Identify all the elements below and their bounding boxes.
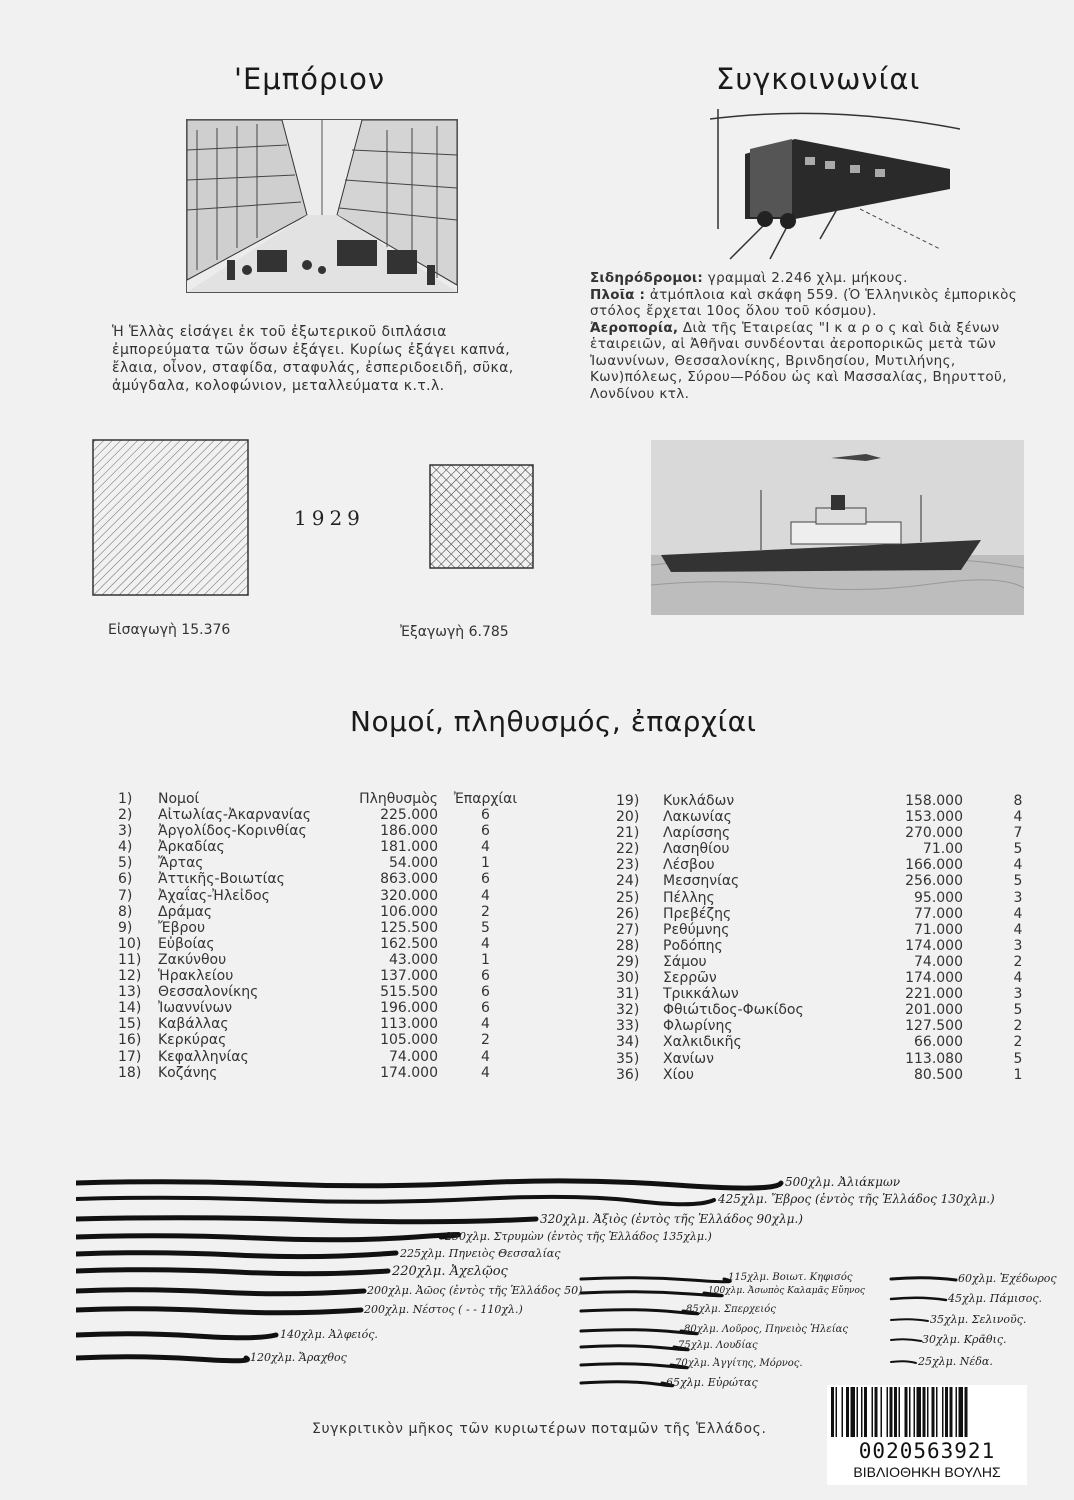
- river-label-7: 200χλμ. Ἀῶος (ἐντὸς τῆς Ἑλλάδος 50): [367, 1284, 583, 1297]
- air-line: [590, 320, 1040, 403]
- prefecture-name: Λακωνίας: [663, 809, 732, 826]
- river-line-16: [581, 1364, 687, 1368]
- river-label-13: 85χλμ. Σπερχειός: [686, 1304, 776, 1315]
- barcode-bar: [914, 1387, 916, 1437]
- table-row: [118, 936, 533, 952]
- prefecture-num: 29): [616, 953, 640, 970]
- river-line-13: [581, 1310, 698, 1314]
- header-provinces: Ἐπαρχίαι: [453, 791, 518, 807]
- table-row: [616, 1034, 1073, 1050]
- table-row: [118, 904, 533, 920]
- river-label-19: 45χλμ. Πάμισος.: [948, 1292, 1043, 1305]
- prefecture-name: Ἰωαννίνων: [158, 1000, 233, 1017]
- prefecture-population: 71.000: [914, 921, 963, 938]
- export-label: Ἐξαγωγὴ 6.785: [400, 624, 509, 640]
- export-square: [430, 465, 533, 568]
- barcode-bar: [932, 1387, 935, 1437]
- table-row: [616, 986, 1073, 1002]
- river-line-5: [76, 1253, 396, 1257]
- river-line-19: [891, 1298, 946, 1300]
- prefecture-population: 174.000: [380, 1064, 438, 1081]
- prefecture-name: Ἔβρου: [158, 919, 206, 936]
- prefecture-num: 22): [616, 841, 640, 858]
- prefecture-provinces: 4: [481, 887, 490, 904]
- barcode-bar: [945, 1387, 948, 1437]
- prefecture-name: Ἀχαΐας-Ἠλεἰδος: [158, 887, 270, 904]
- barcode-bar: [831, 1387, 834, 1437]
- prefecture-num: 34): [616, 1034, 640, 1051]
- import-square: [93, 440, 248, 595]
- barcode-bar: [836, 1387, 838, 1437]
- prefecture-population: 127.500: [905, 1018, 963, 1035]
- prefecture-provinces: 4: [1013, 905, 1023, 922]
- table-row: [118, 1049, 533, 1065]
- river-line-3: [76, 1218, 536, 1222]
- prefecture-population: 320.000: [380, 887, 438, 904]
- prefecture-num: 11): [118, 951, 142, 968]
- barcode-bar: [881, 1387, 883, 1437]
- barcode-bar: [887, 1387, 889, 1437]
- prefecture-population: 225.000: [380, 807, 438, 824]
- prefecture-population: 186.000: [380, 823, 438, 840]
- prefecture-num: 20): [616, 809, 640, 826]
- barcode-bar: [959, 1387, 964, 1437]
- river-line-14: [581, 1330, 697, 1334]
- barcode-bar: [923, 1387, 926, 1437]
- barcode-bar: [864, 1387, 867, 1437]
- prefecture-provinces: 2: [481, 903, 490, 920]
- table-row: [118, 855, 533, 871]
- prefecture-name: Λασηθίου: [663, 841, 730, 858]
- prefecture-population: 181.000: [380, 839, 438, 856]
- prefecture-name: Ἡρακλείου: [158, 968, 234, 985]
- prefecture-population: 125.500: [380, 919, 438, 936]
- prefecture-num: 5): [118, 855, 133, 872]
- trade-year: 1929: [294, 506, 365, 530]
- ships-label: Πλοῖα :: [590, 286, 646, 303]
- prefecture-provinces: 2: [1013, 1034, 1023, 1051]
- commerce-text: Ἡ Ἑλλὰς εἰσάγει ἐκ τοῦ ἐξωτερικοῦ διπλάσια ἐμπορεύματα τῶν ὅσων ἐξάγει. Κυρίως ἐξάγει καπνά, ἔλαια, οἶνον, σταφίδα, σταφυλάς, ἐσπεριδοειδῆ, σῦκα, ἀμύγδαλα, κολοφώνιον, μεταλλεύματα κ.τ.λ.: [112, 324, 514, 394]
- prefecture-num: 33): [616, 1018, 640, 1035]
- prefecture-population: 137.000: [380, 968, 438, 985]
- prefecture-provinces: 6: [481, 871, 490, 888]
- prefecture-name: Φλωρίνης: [663, 1018, 733, 1035]
- barcode-bar: [894, 1387, 897, 1437]
- table-row: [118, 839, 533, 855]
- prefecture-name: Ρεθύμνης: [663, 921, 730, 938]
- table-row: [616, 938, 1073, 954]
- river-label-15: 75χλμ. Λουδίας: [678, 1340, 758, 1351]
- prefecture-provinces: 4: [481, 839, 490, 856]
- prefecture-num: 32): [616, 1002, 640, 1019]
- prefecture-provinces: 4: [481, 1064, 490, 1081]
- table-row: [616, 922, 1073, 938]
- barcode-bar: [890, 1387, 893, 1437]
- river-line-11: [581, 1278, 730, 1282]
- barcode-bar: [851, 1387, 856, 1437]
- prefecture-name: Αἰτωλίας-Ἀκαρνανίας: [158, 807, 311, 824]
- river-line-6: [76, 1270, 388, 1274]
- prefecture-provinces: 6: [481, 823, 490, 840]
- prefecture-provinces: 1: [481, 855, 490, 872]
- table-row: [118, 984, 533, 1000]
- prefecture-population: 158.000: [905, 793, 963, 809]
- library-name: ΒΙΒΛΙΟΘΗΚΗ ΒΟΥΛΗΣ: [853, 1464, 1001, 1480]
- prefecture-num: 35): [616, 1050, 640, 1067]
- prefecture-provinces: 5: [1013, 1002, 1023, 1019]
- prefecture-provinces: 1: [481, 951, 490, 968]
- header-population: Πληθυσμὸς: [359, 791, 438, 807]
- river-label-3: 320χλμ. Ἀξιὸς (ἐντὸς τῆς Ἑλλάδος 90χλμ.): [540, 1212, 803, 1226]
- table-row: [118, 1016, 533, 1032]
- river-line-15: [581, 1346, 688, 1350]
- prefecture-name: Ἀττικῆς-Βοιωτίας: [158, 871, 285, 888]
- prefecture-provinces: 5: [1013, 873, 1023, 890]
- prefecture-num: 21): [616, 825, 640, 842]
- commerce-title: 'Εμπόριον: [234, 62, 386, 96]
- prefecture-num: 12): [118, 968, 142, 985]
- train-illustration: [710, 109, 960, 269]
- table-row: [118, 1000, 533, 1016]
- prefecture-population: 95.000: [914, 889, 963, 906]
- table-row: [118, 920, 533, 936]
- prefecture-name: Κοζάνης: [158, 1064, 218, 1081]
- prefecture-provinces: 1: [1013, 1066, 1023, 1083]
- prefecture-population: 256.000: [905, 873, 963, 890]
- river-line-12: [581, 1292, 722, 1296]
- prefecture-name: Σάμου: [663, 953, 707, 970]
- prefecture-name: Δράμας: [158, 903, 213, 920]
- rail-label: Σιδηρόδρομοι:: [590, 270, 703, 286]
- table-row: [118, 888, 533, 904]
- prefecture-num: 2): [118, 807, 133, 824]
- river-label-20: 35χλμ. Σελινοῦς.: [930, 1313, 1027, 1326]
- ship-illustration: [651, 440, 1024, 615]
- prefectures-table-right: [616, 793, 1073, 1083]
- table-row: [118, 871, 533, 887]
- table-row: [118, 1065, 533, 1081]
- prefecture-provinces: 5: [1013, 841, 1023, 858]
- prefecture-provinces: 6: [481, 1000, 490, 1017]
- prefecture-name: Μεσσηνίας: [663, 873, 740, 890]
- barcode-bar: [927, 1387, 929, 1437]
- prefecture-num: 14): [118, 1000, 142, 1017]
- prefecture-num: 6): [118, 871, 133, 888]
- prefecture-provinces: 4: [1013, 809, 1023, 826]
- prefecture-name: Καβάλλας: [158, 1016, 229, 1033]
- ships-text: ἀτμόπλοια καὶ σκάφη 559. (Ὁ Ἑλληνικὸς ἐμπορικὸς στόλος ἔρχεται 10ος ὅλου τοῦ κόσμου).: [590, 286, 1018, 319]
- table-row: [616, 1067, 1073, 1083]
- street-illustration: [186, 119, 458, 293]
- prefecture-name: Λαρίσσης: [663, 825, 731, 842]
- table-row: [616, 1018, 1073, 1034]
- table-row: [616, 809, 1073, 825]
- river-line-21: [891, 1339, 921, 1341]
- prefecture-num: 27): [616, 921, 640, 938]
- prefecture-num: 31): [616, 986, 640, 1003]
- prefecture-provinces: 4: [1013, 857, 1023, 874]
- rail-line: [590, 270, 1040, 287]
- barcode-bar: [846, 1387, 849, 1437]
- prefecture-population: 74.000: [389, 1048, 438, 1065]
- prefecture-num: 23): [616, 857, 640, 874]
- barcode-bar: [842, 1387, 844, 1437]
- barcode-bar: [917, 1387, 922, 1437]
- river-line-2: [76, 1197, 714, 1204]
- header-num: 1): [118, 791, 133, 807]
- table-row: [616, 841, 1073, 857]
- river-label-10: 120χλμ. Ἄραχθος: [250, 1351, 347, 1364]
- river-line-18: [891, 1278, 956, 1280]
- communications-text: [590, 270, 1040, 402]
- prefecture-num: 36): [616, 1066, 640, 1083]
- barcode-bar: [936, 1387, 938, 1437]
- prefecture-provinces: 5: [481, 919, 490, 936]
- river-label-16: 70χλμ. Ἀγγίτης, Μόρνος.: [675, 1358, 803, 1369]
- prefecture-population: 221.000: [905, 986, 963, 1003]
- prefecture-num: 8): [118, 903, 133, 920]
- ships-line: [590, 287, 1040, 320]
- prefecture-provinces: 4: [481, 1016, 490, 1033]
- prefecture-provinces: 4: [481, 935, 490, 952]
- prefecture-name: Πρεβέζης: [663, 905, 732, 922]
- prefectures-table-left: [118, 791, 533, 1081]
- rivers-caption: Συγκριτικὸν μῆκος τῶν κυριωτέρων ποταμῶν τῆς Ἑλλάδος.: [312, 1421, 767, 1437]
- prefecture-name: Λέσβου: [663, 857, 715, 874]
- prefecture-provinces: 4: [481, 1048, 490, 1065]
- river-line-17: [581, 1382, 673, 1386]
- header-name: Νομοί: [158, 791, 200, 807]
- table-row: [616, 1002, 1073, 1018]
- table-row: [118, 807, 533, 823]
- prefecture-provinces: 2: [481, 1032, 490, 1049]
- prefecture-name: Πέλλης: [663, 889, 715, 906]
- river-label-2: 425χλμ. Ἔβρος (ἐντὸς τῆς Ἑλλάδος 130χλμ.): [718, 1192, 995, 1206]
- rail-text: γραμμαὶ 2.246 χλμ. μήκους.: [707, 270, 908, 286]
- river-label-12: 100χλμ. Ἀσωπὸς Καλαμᾶς Εὔηνος: [708, 1286, 865, 1296]
- prefecture-population: 71.00: [922, 841, 963, 858]
- table-row: [616, 1051, 1073, 1067]
- prefecture-provinces: 2: [1013, 953, 1023, 970]
- prefecture-name: Κυκλάδων: [663, 793, 735, 809]
- river-label-6: 220χλμ. Ἀχελῷος: [392, 1264, 508, 1279]
- barcode-bars: [827, 1385, 1027, 1439]
- prefecture-population: 66.000: [914, 1034, 963, 1051]
- prefecture-population: 515.500: [380, 984, 438, 1001]
- table-row: [616, 825, 1073, 841]
- table-row: [616, 793, 1073, 809]
- table-header: [118, 791, 533, 807]
- prefecture-name: Σερρῶν: [663, 970, 717, 987]
- prefecture-population: 80.500: [914, 1066, 963, 1083]
- prefecture-num: 3): [118, 823, 133, 840]
- prefecture-num: 26): [616, 905, 640, 922]
- river-label-14: 80χλμ. Λοῦρος, Πηνειὸς Ἠλείας: [684, 1324, 848, 1335]
- air-label: Ἀεροπορία,: [590, 319, 679, 336]
- prefecture-num: 24): [616, 873, 640, 890]
- river-line-20: [891, 1319, 928, 1321]
- barcode-bar: [942, 1387, 944, 1437]
- river-label-9: 140χλμ. Ἀλφειός.: [280, 1328, 378, 1341]
- prefecture-population: 863.000: [380, 871, 438, 888]
- prefecture-provinces: 7: [1013, 825, 1023, 842]
- prefecture-population: 162.500: [380, 935, 438, 952]
- table-row: [616, 906, 1073, 922]
- prefecture-name: Χανίων: [663, 1050, 714, 1067]
- prefecture-provinces: 4: [1013, 970, 1023, 987]
- prefecture-name: Φθιώτιδος-Φωκίδος: [663, 1002, 804, 1019]
- river-label-11: 115χλμ. Βοιωτ. Κηφισός: [728, 1272, 853, 1283]
- prefectures-title: Νομοί, πληθυσμός, ἐπαρχίαι: [350, 705, 757, 738]
- river-label-21: 30χλμ. Κρᾶθις.: [922, 1333, 1007, 1346]
- river-line-7: [76, 1290, 364, 1294]
- prefecture-name: Εὐβοίας: [158, 935, 215, 952]
- prefecture-name: Κερκύρας: [158, 1032, 227, 1049]
- table-row: [616, 970, 1073, 986]
- communications-title: Συγκοινωνίαι: [716, 62, 921, 96]
- prefecture-population: 153.000: [905, 809, 963, 826]
- river-label-5: 225χλμ. Πηνειὸς Θεσσαλίας: [400, 1247, 561, 1260]
- prefecture-num: 4): [118, 839, 133, 856]
- barcode-number: 0020563921: [858, 1439, 996, 1463]
- prefecture-name: Χίου: [663, 1066, 694, 1083]
- prefecture-num: 13): [118, 984, 142, 1001]
- prefecture-num: 17): [118, 1048, 142, 1065]
- table-row: [118, 823, 533, 839]
- prefecture-num: 30): [616, 970, 640, 987]
- barcode-bar: [899, 1387, 901, 1437]
- prefecture-name: Ἀρκαδίας: [158, 839, 225, 856]
- river-line-1: [76, 1181, 781, 1188]
- river-label-1: 500χλμ. Ἀλιάκμων: [785, 1175, 901, 1189]
- river-label-22: 25χλμ. Νέδα.: [918, 1355, 993, 1368]
- table-row: [118, 952, 533, 968]
- river-label-4: 250χλμ. Στρυμὼν (ἐντὸς τῆς Ἑλλάδος 135χλμ.): [445, 1230, 712, 1243]
- prefecture-population: 201.000: [905, 1002, 963, 1019]
- prefecture-provinces: 3: [1013, 889, 1023, 906]
- table-row: [616, 873, 1073, 889]
- prefecture-num: 16): [118, 1032, 142, 1049]
- prefecture-population: 270.000: [905, 825, 963, 842]
- prefecture-num: 25): [616, 889, 640, 906]
- prefecture-population: 113.000: [380, 1016, 438, 1033]
- prefecture-num: 9): [118, 919, 133, 936]
- prefecture-provinces: 6: [481, 968, 490, 985]
- table-row: [616, 890, 1073, 906]
- prefecture-provinces: 4: [1013, 921, 1023, 938]
- prefecture-name: Κεφαλληνίας: [158, 1048, 249, 1065]
- prefecture-population: 196.000: [380, 1000, 438, 1017]
- prefecture-name: Ἀργολίδος-Κορινθίας: [158, 823, 307, 840]
- river-line-4: [76, 1235, 459, 1240]
- prefecture-provinces: 2: [1013, 1018, 1023, 1035]
- prefecture-population: 106.000: [380, 903, 438, 920]
- prefecture-num: 19): [616, 793, 640, 809]
- barcode-bar: [956, 1387, 958, 1437]
- barcode-bar: [872, 1387, 874, 1437]
- river-label-18: 60χλμ. Ἐχέδωρος: [958, 1272, 1057, 1285]
- prefecture-population: 54.000: [389, 855, 438, 872]
- prefecture-num: 18): [118, 1064, 142, 1081]
- prefecture-provinces: 6: [481, 807, 490, 824]
- prefecture-provinces: 8: [1013, 793, 1023, 809]
- prefecture-name: Ροδόπης: [663, 937, 723, 954]
- table-row: [118, 968, 533, 984]
- prefecture-num: 10): [118, 935, 142, 952]
- prefecture-population: 74.000: [914, 953, 963, 970]
- prefecture-name: Θεσσαλονίκης: [158, 984, 259, 1001]
- prefecture-num: 15): [118, 1016, 142, 1033]
- table-row: [616, 857, 1073, 873]
- barcode-bar: [861, 1387, 863, 1437]
- river-line-8: [76, 1309, 361, 1313]
- barcode-bar: [875, 1387, 878, 1437]
- prefecture-num: 7): [118, 887, 133, 904]
- river-line-22: [891, 1361, 916, 1363]
- prefecture-population: 174.000: [905, 970, 963, 987]
- prefecture-provinces: 3: [1013, 937, 1023, 954]
- prefecture-name: Ἄρτας: [158, 855, 204, 872]
- prefecture-population: 43.000: [389, 951, 438, 968]
- air-text: Διὰ τῆς Ἑταιρείας "Ι κ α ρ ο ς καὶ διὰ ξένων ἑταιρειῶν, αἱ Ἀθῆναι συνδέονται ἀεροπορικῶς μετὰ τῶν Ἰωαννίνων, Θεσσαλονίκης, Βρινδησίου, Μυτιλήνης, Κων)πόλεως, Σύρου—Ρόδου ὡς καὶ Μασσαλίας, Βηρυττοῦ, Λονδίνου κτλ.: [590, 319, 1007, 402]
- barcode-bar: [950, 1387, 953, 1437]
- prefecture-population: 166.000: [905, 857, 963, 874]
- prefecture-population: 174.000: [905, 937, 963, 954]
- barcode-bar: [857, 1387, 859, 1437]
- import-label: Εἰσαγωγὴ 15.376: [108, 622, 231, 638]
- barcode-label: [827, 1385, 1027, 1485]
- table-row: [118, 1032, 533, 1048]
- river-line-10: [76, 1357, 247, 1361]
- barcode-bar: [909, 1387, 911, 1437]
- barcode-bar: [905, 1387, 908, 1437]
- prefecture-name: Ζακύνθου: [158, 951, 227, 968]
- prefecture-provinces: 5: [1013, 1050, 1023, 1067]
- prefecture-provinces: 3: [1013, 986, 1023, 1003]
- river-label-8: 200χλμ. Νέστος ( - - 110χλ.): [364, 1303, 523, 1316]
- prefecture-provinces: 6: [481, 984, 490, 1001]
- barcode-bar: [965, 1387, 968, 1437]
- prefecture-num: 28): [616, 937, 640, 954]
- prefecture-population: 113.080: [905, 1050, 963, 1067]
- prefecture-name: Χαλκιδικῆς: [663, 1034, 742, 1051]
- river-line-9: [76, 1334, 276, 1338]
- river-label-17: 65χλμ. Εὐρώτας: [666, 1376, 758, 1389]
- table-row: [616, 954, 1073, 970]
- prefecture-population: 105.000: [380, 1032, 438, 1049]
- prefecture-population: 77.000: [914, 905, 963, 922]
- prefecture-name: Τρικκάλων: [663, 986, 739, 1003]
